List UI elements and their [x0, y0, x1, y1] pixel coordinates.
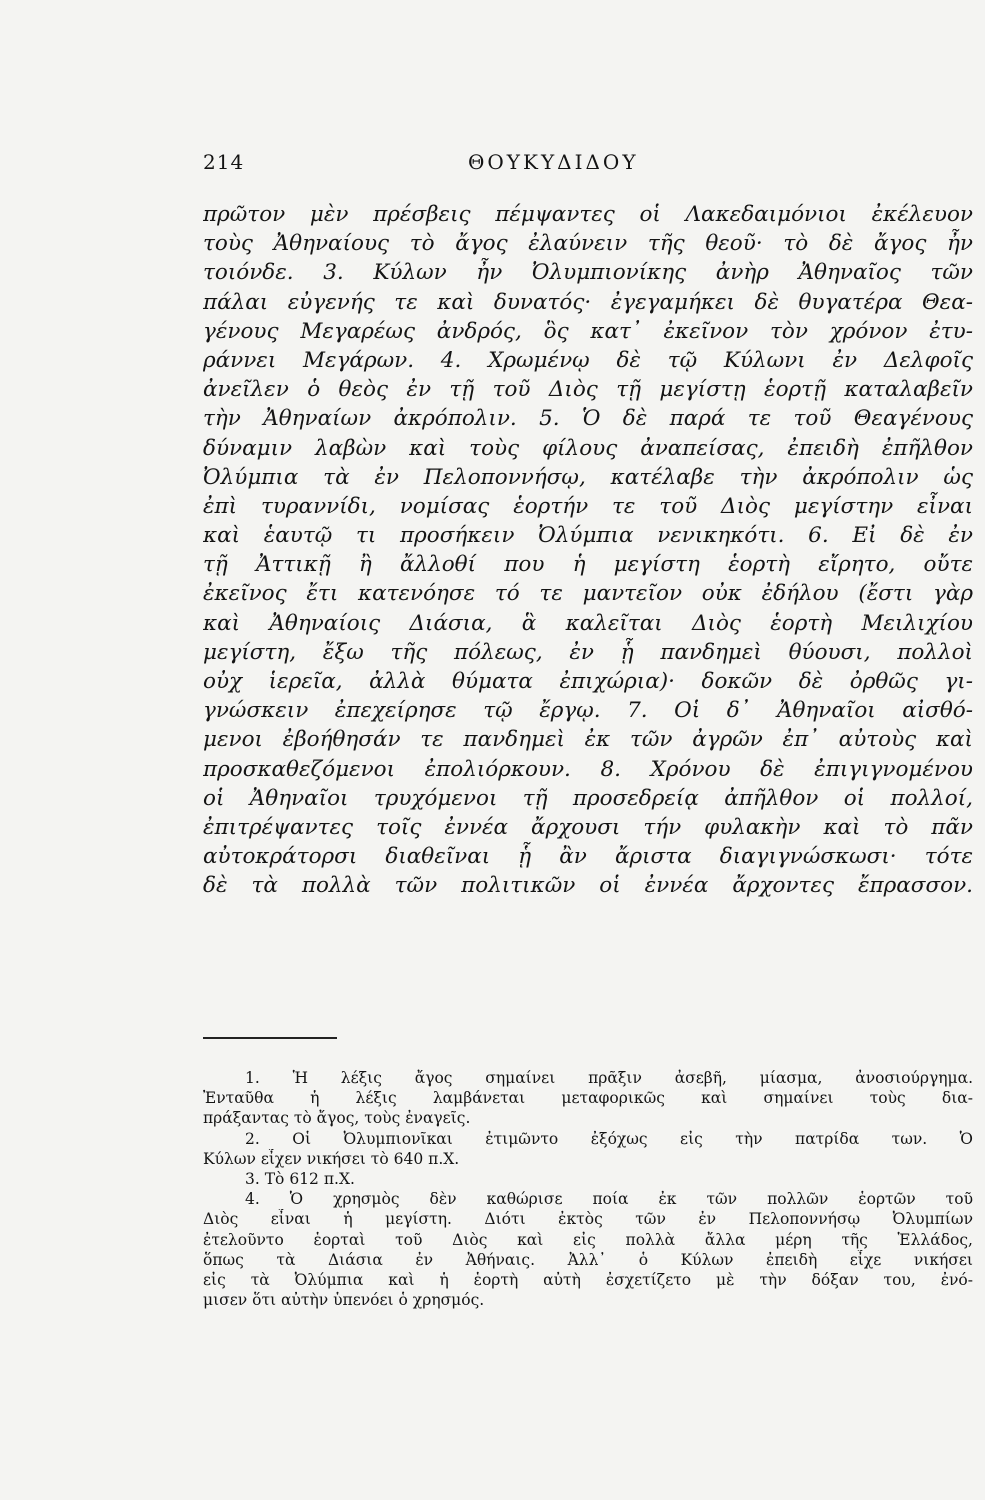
- text-line: τὴν Ἀθηναίων ἀκρόπολιν. 5. Ὁ δὲ παρά τε τοῦ Θεαγένους: [203, 406, 973, 432]
- text-line: οἱ Ἀθηναῖοι τρυχόμενοι τῇ προσεδρείᾳ ἀπῆλθον οἱ πολλοί,: [203, 785, 973, 811]
- text-line: γνώσκειν ἐπεχείρησε τῷ ἔργῳ. 7. Οἱ δ᾽ Ἀθηναῖοι αἰσθό-: [203, 698, 973, 724]
- footnote-line: 4. Ὁ χρησμὸς δὲν καθώρισε ποία ἐκ τῶν πολλῶν ἑορτῶν τοῦ: [245, 1190, 973, 1209]
- footnote-line: Κύλων εἶχεν νικήσει τὸ 640 π.Χ.: [203, 1149, 460, 1168]
- text-line: αὐτοκράτορσι διαθεῖναι ᾗ ἂν ἄριστα διαγιγνώσκωσι· τότε: [203, 844, 973, 870]
- text-line: τοὺς Ἀθηναίους τὸ ἄγος ἐλαύνειν τῆς θεοῦ· τὸ δὲ ἄγος ἦν: [203, 231, 973, 257]
- page-number: 214: [203, 150, 245, 174]
- text-line: καὶ Ἀθηναίοις Διάσια, ἃ καλεῖται Διὸς ἑορτὴ Μειλιχίου: [203, 610, 973, 636]
- text-line: γένους Μεγαρέως ἀνδρός, ὃς κατ᾽ ἐκεῖνον τὸν χρόνον ἐτυ-: [203, 318, 973, 344]
- footnote-line: 1. Ἡ λέξις ἄγος σημαίνει πρᾶξιν ἀσεβῆ, μίασμα, ἀνοσιούργημα.: [245, 1069, 973, 1087]
- text-line: μενοι ἐβοήθησάν τε πανδημεὶ ἐκ τῶν ἀγρῶν ἐπ᾽ αὐτοὺς καὶ: [203, 727, 973, 753]
- text-line: δύναμιν λαβὼν καὶ τοὺς φίλους ἀναπείσας, ἐπειδὴ ἐπῆλθον: [203, 435, 973, 461]
- main-text-block: [203, 200, 973, 901]
- footnote-line: εἰς τὰ Ὀλύμπια καὶ ἡ ἑορτὴ αὐτὴ ἐσχετίζετο μὲ τὴν δόξαν του, ἐνό-: [203, 1270, 973, 1289]
- text-line: ἐπιτρέψαντες τοῖς ἐννέα ἄρχουσι τήν φυλακὴν καὶ τὸ πᾶν: [203, 814, 973, 840]
- footnote-line: 2. Οἱ Ὀλυμπιονῖκαι ἐτιμῶντο ἐξόχως εἰς τὴν πατρίδα των. Ὁ: [245, 1129, 973, 1148]
- running-title: ΘΟΥΚΥΔΙΔΟΥ: [468, 150, 639, 174]
- text-line: τῇ Ἀττικῇ ἢ ἄλλοθί που ἡ μεγίστη ἑορτὴ εἴρητο, οὔτε: [203, 552, 973, 578]
- footnote-line: Ἐνταῦθα ἡ λέξις λαμβάνεται μεταφορικῶς καὶ σημαίνει τοὺς δια-: [203, 1089, 973, 1108]
- text-line: Ὀλύμπια τὰ ἐν Πελοποννήσῳ, κατέλαβε τὴν ἀκρόπολιν ὡς: [203, 464, 973, 490]
- footnote-line: ὅπως τὰ Διάσια ἐν Ἀθήναις. Ἀλλ᾽ ὁ Κύλων ἐπειδὴ εἶχε νικήσει: [203, 1250, 973, 1269]
- text-line: πρῶτον μὲν πρέσβεις πέμψαντες οἱ Λακεδαιμόνιοι ἐκέλευον: [203, 202, 973, 227]
- footnote-line: πράξαντας τὸ ἄγος, τοὺς ἐναγεῖς.: [203, 1109, 471, 1128]
- text-line: ἀνεῖλεν ὁ θεὸς ἐν τῇ τοῦ Διὸς τῇ μεγίστῃ ἑορτῇ καταλαβεῖν: [203, 377, 973, 403]
- footnotes-block: [203, 1068, 973, 1310]
- text-line: πάλαι εὐγενής τε καὶ δυνατός· ἐγεγαμήκει δὲ θυγατέρα Θεα-: [203, 289, 973, 315]
- text-line: καὶ ἑαυτῷ τι προσήκειν Ὀλύμπια νενικηκότι. 6. Εἰ δὲ ἐν: [203, 523, 973, 549]
- text-line: προσκαθεζόμενοι ἐπολιόρκουν. 8. Χρόνου δὲ ἐπιγιγνομένου: [203, 756, 973, 782]
- page-header: [0, 150, 985, 180]
- text-line: μεγίστη, ἔξω τῆς πόλεως, ἐν ᾗ πανδημεὶ θύουσι, πολλοὶ: [203, 639, 973, 665]
- footnote-line: Διὸς εἶναι ἡ μεγίστη. Διότι ἐκτὸς τῶν ἐν Πελοποννήσῳ Ὀλυμπίων: [203, 1210, 973, 1229]
- text-line: τοιόνδε. 3. Κύλων ἦν Ὀλυμπιονίκης ἀνὴρ Ἀθηναῖος τῶν: [203, 260, 973, 286]
- footnote-line: 3. Τὸ 612 π.Χ.: [245, 1169, 355, 1188]
- footnote-divider: [203, 1037, 337, 1039]
- text-line: δὲ τὰ πολλὰ τῶν πολιτικῶν οἱ ἐννέα ἄρχοντες ἔπρασσον.: [203, 873, 973, 899]
- footnote-line: ἐτελοῦντο ἑορταὶ τοῦ Διὸς καὶ εἰς πολλὰ ἄλλα μέρη τῆς Ἑλλάδος,: [203, 1230, 973, 1249]
- text-line: οὐχ ἱερεῖα, ἀλλὰ θύματα ἐπιχώρια)· δοκῶν δὲ ὀρθῶς γι-: [203, 669, 973, 694]
- text-line: ράννει Μεγάρων. 4. Χρωμένῳ δὲ τῷ Κύλωνι ἐν Δελφοῖς: [203, 347, 973, 373]
- text-line: ἐκεῖνος ἔτι κατενόησε τό τε μαντεῖον οὐκ ἐδήλου (ἔστι γὰρ: [203, 581, 973, 607]
- footnote-line: μισεν ὅτι αὐτὴν ὑπενόει ὁ χρησμός.: [203, 1291, 485, 1310]
- text-line: ἐπὶ τυραννίδι, νομίσας ἑορτήν τε τοῦ Διὸς μεγίστην εἶναι: [203, 493, 973, 519]
